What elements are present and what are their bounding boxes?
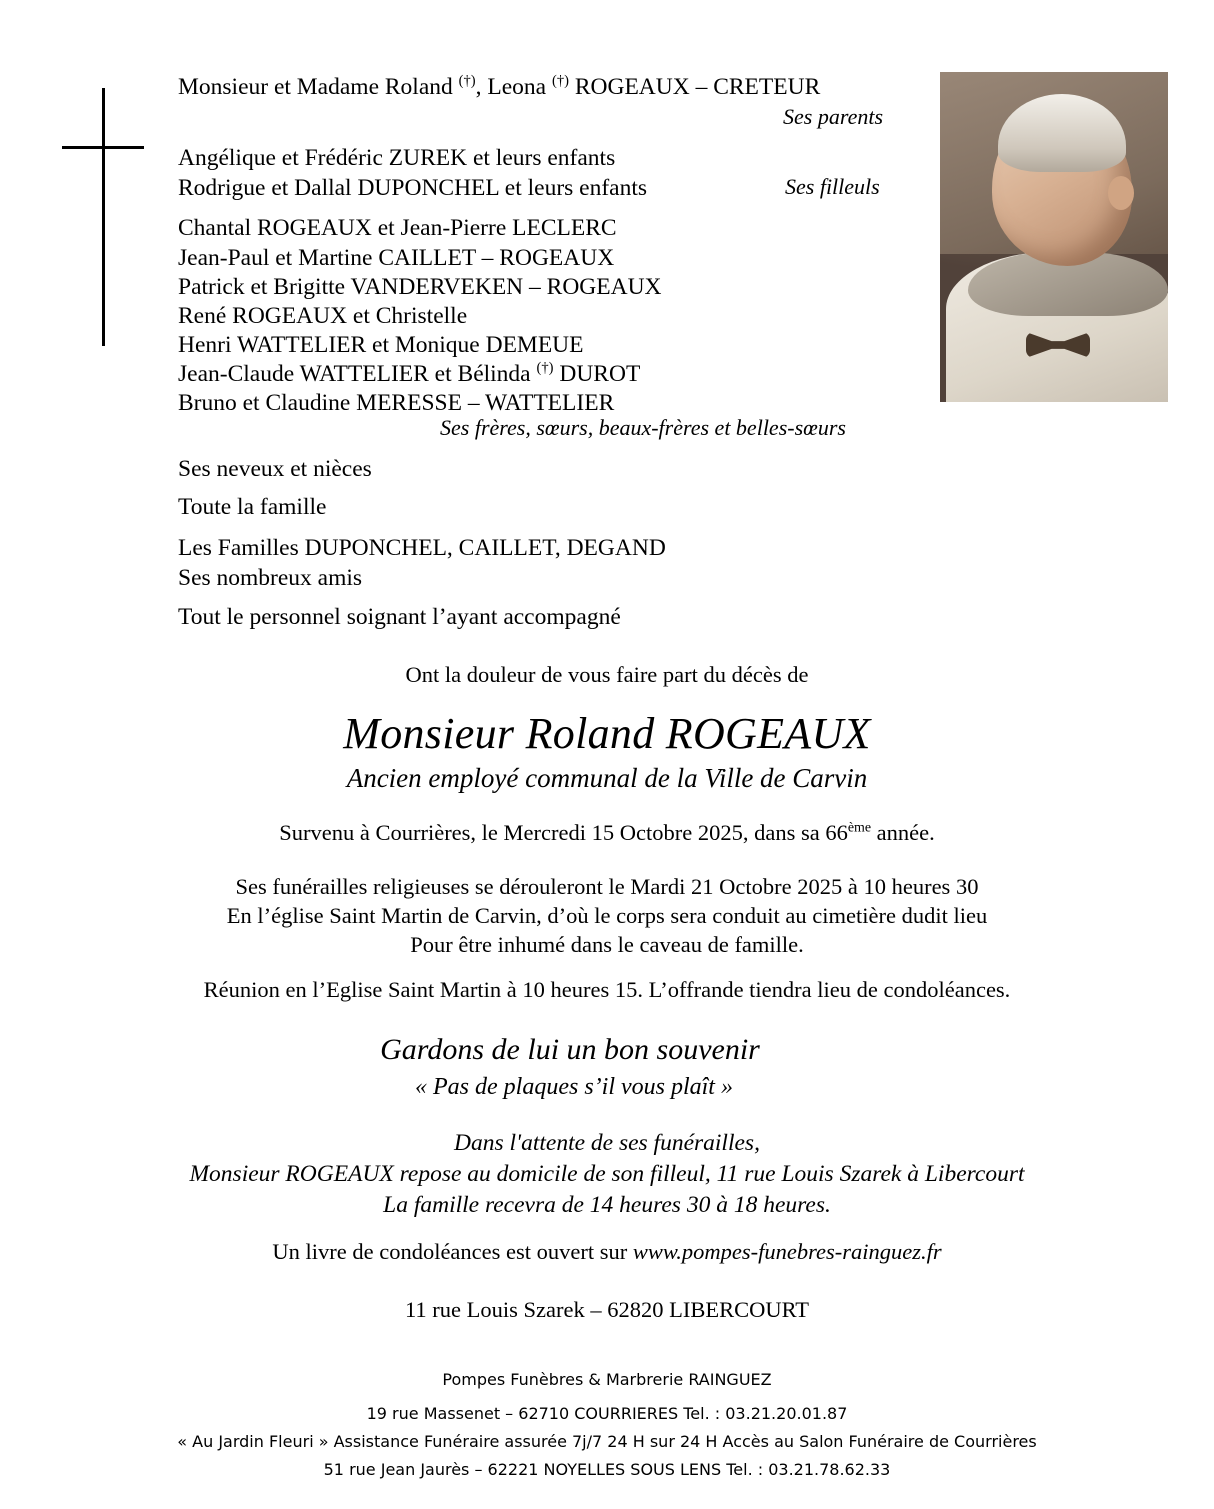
- parents-role: Ses parents: [783, 104, 884, 129]
- nephews-line: Ses neveux et nièces: [178, 456, 372, 482]
- godchild-line-1: Angélique et Frédéric ZUREK et leurs enfants: [178, 145, 616, 171]
- portrait-photo: [940, 72, 1168, 402]
- parents-text-2: , Leona: [475, 74, 552, 100]
- repose-line-1: Dans l'attente de ses funérailles,: [454, 1130, 760, 1156]
- godchild-line-2: Rodrigue et Dallal DUPONCHEL et leurs enfants: [178, 175, 648, 201]
- friends-line: Ses nombreux amis: [178, 565, 363, 591]
- cross-icon: [62, 88, 144, 346]
- death-pre: Survenu à Courrières, le Mercredi 15 Octobre 2025, dans sa 66: [279, 820, 848, 845]
- condolences-website[interactable]: www.pompes-funebres-rainguez.fr: [632, 1239, 942, 1264]
- sibling-line-3: Patrick et Brigitte VANDERVEKEN – ROGEAUX: [178, 274, 662, 300]
- sibling-line-2: Jean-Paul et Martine CAILLET – ROGEAUX: [178, 245, 615, 271]
- funeral-line-2: En l’église Saint Martin de Carvin, d’où le corps sera conduit au cimetière dudit lieu: [226, 903, 988, 928]
- deceased-subtitle: Ancien employé communal de la Ville de Carvin: [346, 763, 868, 793]
- address-line: 11 rue Louis Szarek – 62820 LIBERCOURT: [404, 1297, 809, 1322]
- all-family-line: Toute la famille: [178, 494, 327, 520]
- sibling-line-4: René ROGEAUX et Christelle: [178, 303, 468, 329]
- funeral-line-1: Ses funérailles religieuses se dérouleront le Mardi 21 Octobre 2025 à 10 heures 30: [235, 874, 979, 899]
- footer-brand: « Au Jardin Fleuri »: [177, 1432, 329, 1451]
- godchildren-role: Ses filleuls: [785, 174, 880, 199]
- sibling-6-pre: Jean-Claude WATTELIER et Bélinda: [178, 361, 537, 387]
- dagger-2: (†): [551, 73, 569, 90]
- footer-company: Pompes Funèbres & Marbrerie RAINGUEZ: [442, 1370, 772, 1389]
- repose-line-2: Monsieur ROGEAUX repose au domicile de son filleul, 11 rue Louis Szarek à Libercourt: [189, 1161, 1025, 1187]
- condolences-line: [0, 1237, 1214, 1266]
- caregivers-line: Tout le personnel soignant l’ayant accompagné: [178, 604, 621, 630]
- souvenir-line: Gardons de lui un bon souvenir: [380, 1033, 760, 1066]
- dagger-1: (†): [458, 73, 476, 90]
- footer-line-3: [0, 1432, 1214, 1451]
- footer-line-2: 19 rue Massenet – 62710 COURRIERES Tel. : 03.21.20.01.87: [366, 1404, 848, 1423]
- families-line: Les Familles DUPONCHEL, CAILLET, DEGAND: [178, 535, 666, 561]
- parents-text-3: ROGEAUX – CRETEUR: [568, 74, 821, 100]
- death-info: [0, 818, 1214, 847]
- reunion-line: Réunion en l’Eglise Saint Martin à 10 heures 15. L’offrande tiendra lieu de condoléances.: [203, 977, 1011, 1002]
- sibling-line-6: [178, 359, 640, 390]
- sibling-line-1: Chantal ROGEAUX et Jean-Pierre LECLERC: [178, 215, 617, 241]
- dagger-3: (†): [536, 360, 554, 377]
- footer-line-4: 51 rue Jean Jaurès – 62221 NOYELLES SOUS LENS Tel. : 03.21.78.62.33: [323, 1460, 891, 1479]
- sibling-6-post: DUROT: [553, 361, 641, 387]
- parents-text-1: Monsieur et Madame Roland: [178, 74, 459, 100]
- sibling-line-5: Henri WATTELIER et Monique DEMEUE: [178, 332, 584, 358]
- siblings-role: Ses frères, sœurs, beaux-frères et belles-sœurs: [440, 415, 846, 440]
- footer-services: Assistance Funéraire assurée 7j/7 24 H sur 24 H Accès au Salon Funéraire de Courrières: [328, 1432, 1037, 1451]
- funeral-line-3: Pour être inhumé dans le caveau de famille.: [410, 932, 804, 957]
- announcement-intro: Ont la douleur de vous faire part du décès de: [405, 662, 809, 687]
- parents-line: [178, 72, 820, 103]
- death-sup: ème: [847, 820, 872, 836]
- repose-line-3: La famille recevra de 14 heures 30 à 18 heures.: [383, 1192, 831, 1218]
- condolences-text: Un livre de condoléances est ouvert sur: [272, 1239, 633, 1264]
- sibling-line-7: Bruno et Claudine MERESSE – WATTELIER: [178, 390, 615, 416]
- no-plaques-line: « Pas de plaques s’il vous plaît »: [415, 1074, 733, 1100]
- death-post: année.: [871, 820, 935, 845]
- deceased-name: Monsieur Roland ROGEAUX: [343, 709, 871, 758]
